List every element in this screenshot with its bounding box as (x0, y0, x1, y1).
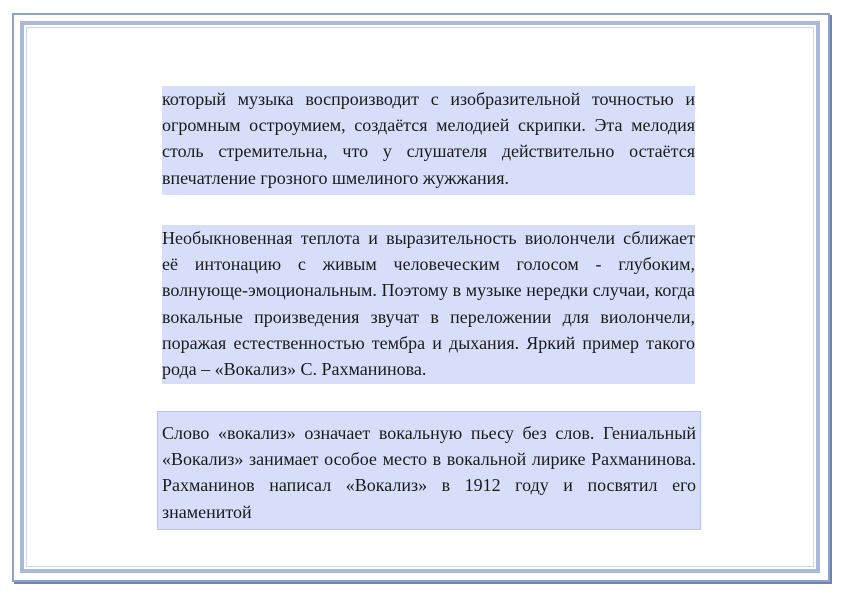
text-box-vocalise[interactable]: Слово «вокализ» означает вокальную пьесу без слов. Гениальный «Вокализ» занимает особое место в вокальной лирике Рахманинова. Рахманинов написал «Вокализ» в 1912 году и посвятил его знаменитой (157, 411, 701, 530)
text-paragraph-cello: Необыкновенная теплота и выразительность виолончели сближает её интонацию с живым человеческим голосом - глубоким, волнующе-эмоциональным. Поэтому в музыке нередки случаи, когда вокальные произведения звучат в переложении для виолончели, поражая естественностью тембра и дыхания. Яркий пример такого рода – «Вокализ» С. Рахманинова. (162, 225, 695, 384)
text-paragraph-bumblebee: который музыка воспроизводит с изобразительной точностью и огромным остроумием, создаётся мелодией скрипки. Эта мелодия столь стремительна, что у слушателя действительно остаётся впечатление грозного шмелиного жужжания. (162, 86, 695, 195)
